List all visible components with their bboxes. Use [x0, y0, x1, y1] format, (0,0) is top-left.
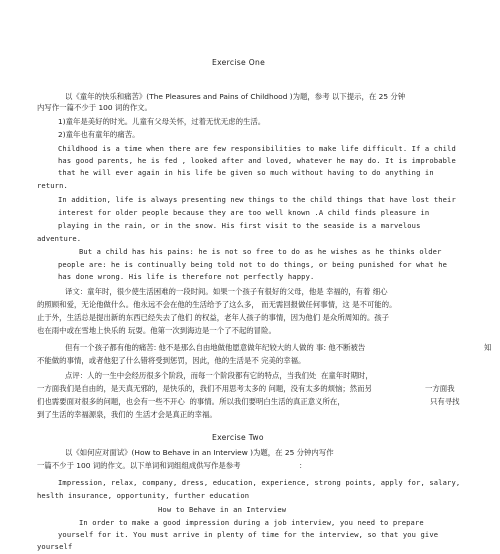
exercise-one-prompt: 以《童年的快乐和痛苦》(The Pleasures and Pains of Childhood )为题，参考 以下提示，在 25 分钟: [65, 92, 406, 101]
essay-line: interest for older people because they are too well known .A child finds pleasure in: [58, 208, 430, 217]
essay-line: has good parents, he is fed , looked after and loved, whatever he may do. It is improbable: [58, 156, 456, 165]
comment-line: 一方面我们是自由的，是天真无邪的，是快乐的，我们不用思考太多的 问题，没有太多的烦恼；然而另: [37, 384, 372, 393]
word-list-line: Impression, relax, company, dress, education, experience, strong points, apply for, salary,: [58, 478, 461, 487]
hint-1: 1)童年是美好的时光。儿童有父母关怀，过着无忧无虑的生活。: [58, 117, 266, 126]
exercise-two-prompt-cont: 一篇不少于 100 词的作文。以下单词和词组组成供写作是参考: [37, 461, 241, 470]
essay-line: people are: he is continually being told not to do things, or being punished for what he: [58, 260, 448, 269]
essay-line: that he will ever again in his life be given so much without having to do anything in: [58, 168, 434, 177]
translation-line-end: 知: [484, 343, 492, 352]
essay-line: Childhood is a time when there are few responsibilities to make life difficult. If a child: [58, 144, 456, 153]
exercise-one-title: Exercise One: [212, 58, 266, 67]
essay-title: How to Behave in an Interview: [158, 505, 287, 514]
essay-line: has done wrong. His life is therefore not perfectly happy.: [58, 272, 315, 281]
essay-line: In addition, life is always presenting new things to the child things that have lost their: [58, 195, 456, 204]
essay-line: yourself: [37, 542, 73, 551]
essay-line: return.: [37, 181, 68, 190]
translation-line: 也在雨中或在雪地上快乐的 玩耍。他第一次到海边是一个了不起的冒险。: [37, 326, 276, 335]
comment-line-end: 一方面我: [425, 384, 455, 393]
essay-line: In order to make a good impression during a job interview, you need to prepare: [79, 518, 424, 527]
hint-2: 2)童年也有童年的痛苦。: [58, 130, 140, 139]
translation-line: 译文：童年时，很少使生活困难的一段时间。如果一个孩子有很好的父母，他是 幸福的，有着 细心: [65, 287, 388, 296]
translation-line: 的照顾和爱，无论他做什么。他永远不会在他的生活给予了这么多， 而无需回报做任何事情，这 是不可能的。: [37, 300, 397, 309]
translation-line: 但有一个孩子都有他的痛苦: 他不是那么自由地做他愿意做年纪较大的人做的 事: 他不断被告: [65, 343, 366, 352]
translation-line: 不能做的事情，或者他犯了什么错将受到惩罚，因此，他的生活是不 完美的幸福。: [37, 356, 306, 365]
exercise-two-title: Exercise Two: [212, 433, 264, 442]
exercise-two-prompt-end: ：: [299, 461, 307, 470]
essay-line: playing in the rain, or in the snow. His first visit to the seaside is a marvelous: [58, 221, 421, 230]
exercise-two-prompt: 以《如何应对面试》(How to Behave in an Interview )为题，在 25 分钟内写作: [65, 448, 334, 457]
essay-line: yourself for it. You must arrive in plenty of time for the interview, so that you give: [58, 530, 439, 539]
word-list-line: heslth insurance, opportunity, further education: [37, 491, 250, 500]
comment-line: 到了生活的幸福源泉，我们的 生活才会是真正的幸福。: [37, 410, 217, 419]
translation-line: 止于外，生活总是提出新的东西已经失去了他们 的权益，老年人孩子的事情，因为他们 是众所周知的。孩子: [37, 313, 390, 322]
comment-line-end: 只有寻找: [430, 397, 460, 406]
comment-line: 点评：人的一生中会经历很多个阶段，而每一个阶段都有它的特点，当我们处 在童年时期时，: [65, 371, 373, 380]
essay-line: But a child has his pains: he is not so free to do as he wishes as he thinks older: [79, 247, 442, 256]
comment-line: 们也需要面对很多的问题，也会有一些不开心 的事情。所以我们要明白生活的真正意义所在，: [37, 397, 345, 406]
essay-line: adventure.: [37, 234, 82, 243]
exercise-one-prompt-cont: 内写作一篇不少于 100 词的作文。: [37, 103, 152, 112]
